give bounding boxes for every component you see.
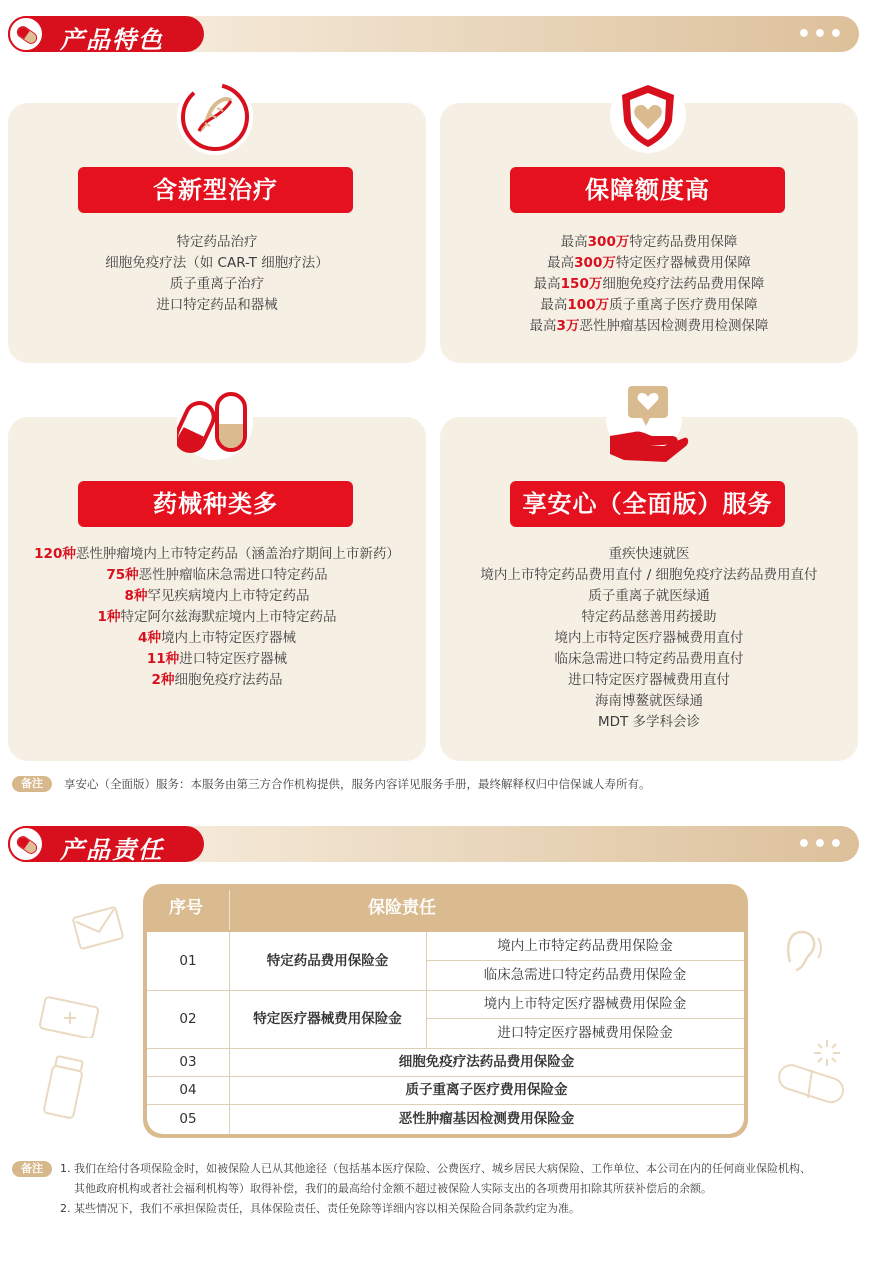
feature-line: 境内上市特定药品费用直付 / 细胞免疫疗法药品费用直付 bbox=[480, 567, 818, 583]
liability-table bbox=[143, 884, 748, 1138]
table-row-no: 01 bbox=[179, 953, 197, 969]
table-row-no: 02 bbox=[179, 1011, 197, 1027]
feature-line: 特定药品慈善用药援助 bbox=[581, 609, 717, 625]
feature-line: 质子重离子就医绿通 bbox=[588, 588, 710, 604]
feature-line: 2种细胞免疫疗法药品 bbox=[151, 672, 283, 688]
feature-line: 120种恶性肿瘤境内上市特定药品（涵盖治疗期间上市新药） bbox=[34, 546, 400, 562]
table-row-name: 细胞免疫疗法药品费用保险金 bbox=[398, 1054, 575, 1070]
shield-heart-icon bbox=[610, 77, 686, 153]
feature-line: 临床急需进口特定药品费用直付 bbox=[554, 651, 744, 667]
feature-line: 进口特定医疗器械费用直付 bbox=[568, 672, 730, 688]
section-title: 产品特色 bbox=[60, 26, 164, 54]
note-text-1: 1. 我们在给付各项保险金时，如被保险人已从其他途径（包括基本医疗保险、公费医疗、城乡居民大病保险、工作单位、本公司在内的任何商业保险机构、 bbox=[60, 1162, 811, 1175]
table-header-no: 序号 bbox=[169, 898, 203, 918]
more-dots-icon: ••• bbox=[796, 832, 845, 857]
capsules-icon bbox=[177, 384, 253, 460]
feature-line: 4种境内上市特定医疗器械 bbox=[138, 630, 296, 646]
note-text: 享安心（全面版）服务：本服务由第三方合作机构提供，服务内容详见服务手册，最终解释权归中信保诚人寿所有。 bbox=[64, 777, 651, 791]
feature-line: 海南博鳌就医绿通 bbox=[595, 693, 703, 709]
feature-line: 11种进口特定医疗器械 bbox=[146, 651, 288, 667]
first-aid-kit-icon bbox=[38, 994, 102, 1038]
sparkle-icon bbox=[812, 1038, 842, 1068]
table-row-sub: 进口特定医疗器械费用保险金 bbox=[497, 1025, 673, 1041]
more-dots-icon: ••• bbox=[796, 22, 845, 47]
feature-lines bbox=[8, 544, 426, 691]
feature-line: 特定药品治疗 bbox=[176, 234, 258, 250]
feature-line: 75种恶性肿瘤临床急需进口特定药品 bbox=[106, 567, 328, 583]
feature-title: 享安心（全面版）服务 bbox=[510, 481, 785, 527]
table-row-name: 特定药品费用保险金 bbox=[266, 953, 389, 969]
table-row-sub: 临床急需进口特定药品费用保险金 bbox=[483, 967, 687, 983]
note-text-2: 其他政府机构或者社会福利机构等）取得补偿，我们的最高给付金额不超过被保险人实际支出的各项费用扣除其所获补偿后的余额。 bbox=[74, 1182, 712, 1195]
section-header-liability bbox=[8, 826, 859, 862]
feature-line: 最高3万恶性肿瘤基因检测费用检测保障 bbox=[529, 318, 769, 334]
feature-title: 含新型治疗 bbox=[78, 167, 353, 213]
feature-title: 保障额度高 bbox=[510, 167, 785, 213]
feature-line: 境内上市特定医疗器械费用直付 bbox=[554, 630, 744, 646]
feature-title: 药械种类多 bbox=[78, 481, 353, 527]
ear-icon bbox=[770, 918, 830, 978]
section-header-features bbox=[8, 16, 859, 52]
table-body bbox=[147, 932, 744, 1134]
feature-line: 最高150万细胞免疫疗法药品费用保障 bbox=[533, 276, 765, 292]
capsule-icon bbox=[8, 826, 44, 862]
feature-line: MDT 多学科会诊 bbox=[597, 714, 701, 730]
feature-lines bbox=[8, 232, 426, 316]
section-title: 产品责任 bbox=[60, 836, 164, 864]
feature-line: 进口特定药品和器械 bbox=[156, 297, 278, 313]
dna-icon bbox=[177, 79, 253, 155]
table-header-liability: 保险责任 bbox=[368, 898, 436, 918]
feature-lines bbox=[440, 544, 858, 733]
table-row-no: 03 bbox=[179, 1054, 197, 1070]
note-tag: 备注 bbox=[12, 1161, 52, 1177]
feature-line: 最高100万质子重离子医疗费用保障 bbox=[540, 297, 758, 313]
feature-line: 重疾快速就医 bbox=[608, 546, 690, 562]
capsule-icon bbox=[8, 16, 44, 52]
hand-heart-icon bbox=[606, 380, 682, 456]
table-row-name: 质子重离子医疗费用保险金 bbox=[405, 1082, 568, 1098]
feature-line: 质子重离子治疗 bbox=[169, 276, 265, 292]
table-row-no: 04 bbox=[179, 1082, 197, 1098]
feature-lines bbox=[440, 232, 858, 337]
envelope-heart-icon bbox=[68, 896, 128, 956]
note-tag: 备注 bbox=[12, 776, 52, 792]
note-text-3: 2. 某些情况下，我们不承担保险责任，具体保险责任、责任免除等详细内容以相关保险合同条款约定为准。 bbox=[60, 1202, 580, 1215]
section-title-pill bbox=[8, 16, 204, 52]
table-row-name: 特定医疗器械费用保险金 bbox=[253, 1011, 402, 1027]
feature-line: 最高300万特定药品费用保障 bbox=[560, 234, 738, 250]
table-row-sub: 境内上市特定药品费用保险金 bbox=[497, 938, 673, 954]
table-row-no: 05 bbox=[179, 1111, 197, 1127]
feature-card-drug-variety bbox=[8, 417, 426, 761]
feature-line: 细胞免疫疗法（如 CAR-T 细胞疗法） bbox=[105, 255, 329, 271]
feature-line: 8种罕见疾病境内上市特定药品 bbox=[124, 588, 310, 604]
table-row-name: 恶性肿瘤基因检测费用保险金 bbox=[398, 1111, 575, 1127]
table-row-sub: 境内上市特定医疗器械费用保险金 bbox=[483, 996, 687, 1012]
feature-line: 最高300万特定医疗器械费用保障 bbox=[547, 255, 751, 271]
feature-line: 1种特定阿尔兹海默症境内上市特定药品 bbox=[97, 609, 337, 625]
medicine-bottle-icon bbox=[38, 1054, 88, 1122]
section-title-pill bbox=[8, 826, 204, 862]
